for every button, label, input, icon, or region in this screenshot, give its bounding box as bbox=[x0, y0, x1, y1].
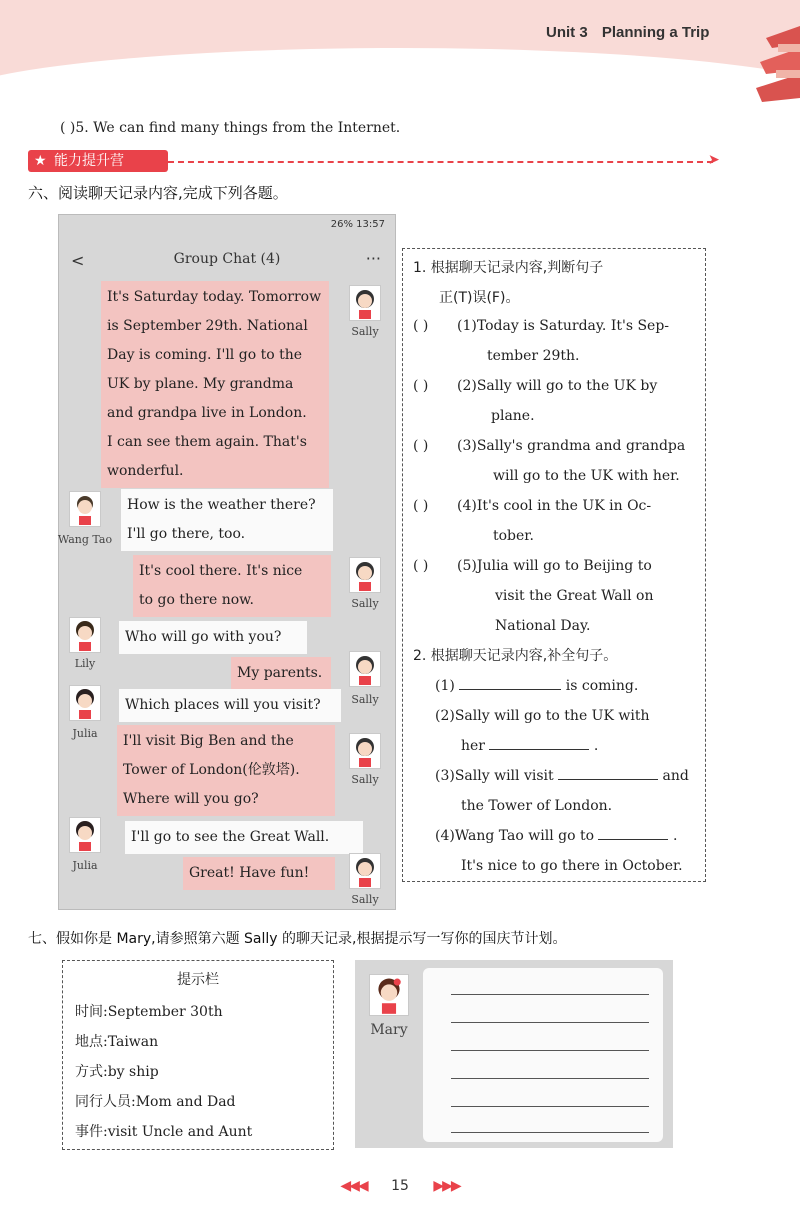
section-banner-label: 能力提升营 bbox=[54, 153, 124, 169]
question-5-line: ( )5. We can find many things from the Internet. bbox=[60, 120, 401, 136]
mary-writing-panel bbox=[355, 960, 673, 1148]
fill-text: (3)Sally will visit bbox=[435, 768, 554, 784]
hint-item: 同行人员:Mom and Dad bbox=[75, 1094, 236, 1110]
writing-bubble bbox=[423, 968, 663, 1142]
avatar-sally bbox=[349, 285, 381, 321]
writing-line[interactable] bbox=[451, 1022, 649, 1023]
phone-chat-screenshot bbox=[58, 214, 396, 910]
tf-item-cont: visit the Great Wall on bbox=[495, 588, 654, 604]
avatar-sally bbox=[349, 557, 381, 593]
chat-line: I'll go there, too. bbox=[127, 526, 246, 542]
fill-4-cont: It's nice to go there in October. bbox=[461, 858, 683, 874]
chat-line: Who will go with you? bbox=[125, 629, 282, 645]
fill-2-cont bbox=[461, 731, 598, 761]
hint-item: 地点:Taiwan bbox=[75, 1034, 159, 1050]
section-banner bbox=[28, 150, 168, 172]
questions-box bbox=[402, 248, 706, 882]
chat-line: It's Saturday today. Tomorrow bbox=[107, 289, 322, 305]
speaker-name: Julia bbox=[72, 727, 98, 740]
chat-line: UK by plane. My grandma bbox=[107, 376, 294, 392]
chat-line: I can see them again. That's bbox=[107, 434, 307, 450]
tf-item: (1)Today is Saturday. It's Sep- bbox=[457, 318, 670, 334]
avatar-julia bbox=[69, 685, 101, 721]
fill-4 bbox=[435, 821, 677, 851]
q1-heading: 1. 根据聊天记录内容,判断句子 bbox=[413, 260, 604, 276]
q2-heading: 2. 根据聊天记录内容,补全句子。 bbox=[413, 648, 618, 664]
more-icon: ··· bbox=[365, 249, 381, 268]
chat-line: How is the weather there? bbox=[127, 497, 316, 513]
speaker-name: Sally bbox=[351, 773, 379, 786]
speaker-name: Julia bbox=[72, 859, 98, 872]
writing-line[interactable] bbox=[451, 1132, 649, 1133]
chat-line: Tower of London(伦敦塔). bbox=[123, 762, 300, 778]
pagoda-icon bbox=[756, 18, 800, 110]
chat-bubble-sally-5 bbox=[183, 857, 335, 890]
status-bar: 26% 13:57 bbox=[330, 219, 385, 230]
chat-line: I'll visit Big Ben and the bbox=[123, 733, 294, 749]
speaker-name: Sally bbox=[351, 693, 379, 706]
fill-3 bbox=[435, 761, 689, 791]
blank-field[interactable] bbox=[459, 674, 561, 690]
tf-item-cont: plane. bbox=[491, 408, 535, 424]
chat-bubble-julia-2 bbox=[125, 821, 363, 854]
tf-item: (4)It's cool in the UK in Oc- bbox=[457, 498, 652, 514]
chat-bubble-sally-4 bbox=[117, 725, 335, 816]
chat-line: Which places will you visit? bbox=[125, 697, 321, 713]
fill-text: is coming. bbox=[565, 678, 639, 694]
writing-line[interactable] bbox=[451, 994, 649, 995]
tf-paren[interactable]: ( ) bbox=[413, 318, 429, 334]
avatar-wang-tao bbox=[69, 491, 101, 527]
hint-title: 提示栏 bbox=[177, 972, 219, 988]
speaker-name: Sally bbox=[351, 325, 379, 338]
chat-bubble-sally-2 bbox=[133, 555, 331, 617]
speaker-name: Sally bbox=[351, 893, 379, 906]
blank-field[interactable] bbox=[598, 824, 668, 840]
writing-line[interactable] bbox=[451, 1106, 649, 1107]
blank-field[interactable] bbox=[558, 764, 658, 780]
writing-line[interactable] bbox=[451, 1050, 649, 1051]
tf-item: (5)Julia will go to Beijing to bbox=[457, 558, 652, 574]
unit-label: Unit 3 bbox=[546, 24, 588, 41]
back-icon: < bbox=[71, 251, 85, 270]
writing-line[interactable] bbox=[451, 1078, 649, 1079]
page-number: 15 bbox=[391, 1178, 409, 1194]
fill-text: . bbox=[672, 828, 678, 844]
left-arrows-icon: ◀◀◀ bbox=[340, 1178, 367, 1194]
chat-line: Day is coming. I'll go to the bbox=[107, 347, 303, 363]
chat-bubble-sally-1 bbox=[101, 281, 329, 488]
tf-item-cont: tember 29th. bbox=[487, 348, 580, 364]
speaker-name: Lily bbox=[74, 657, 96, 670]
fill-text: and bbox=[662, 768, 689, 784]
fill-2: (2)Sally will go to the UK with bbox=[435, 708, 650, 724]
page-header bbox=[546, 24, 709, 41]
banner-arrow-icon: ➤ bbox=[708, 152, 720, 168]
fill-1 bbox=[435, 671, 638, 701]
chat-line: Great! Have fun! bbox=[189, 865, 310, 881]
chat-line: is September 29th. National bbox=[107, 318, 308, 334]
tf-paren[interactable]: ( ) bbox=[413, 378, 429, 394]
fill-3-cont: the Tower of London. bbox=[461, 798, 613, 814]
avatar-sally bbox=[349, 651, 381, 687]
fill-text: (1) bbox=[435, 678, 455, 694]
chat-line: My parents. bbox=[237, 665, 323, 681]
page-footer bbox=[0, 1178, 800, 1194]
hint-item: 方式:by ship bbox=[75, 1064, 159, 1080]
runner-icon: ★ bbox=[34, 153, 47, 169]
chat-line: wonderful. bbox=[107, 463, 184, 479]
chat-bubble-sally-3 bbox=[231, 657, 331, 690]
chat-line: I'll go to see the Great Wall. bbox=[131, 829, 330, 845]
tf-paren[interactable]: ( ) bbox=[413, 438, 429, 454]
hint-item: 时间:September 30th bbox=[75, 1004, 223, 1020]
fill-text: her bbox=[461, 738, 485, 754]
section-7-heading: 七、假如你是 Mary,请参照第六题 Sally 的聊天记录,根据提示写一写你的国庆节计划。 bbox=[28, 931, 567, 947]
chat-bubble-wang-tao bbox=[121, 489, 333, 551]
section-6-heading: 六、阅读聊天记录内容,完成下列各题。 bbox=[28, 184, 288, 202]
unit-title: Planning a Trip bbox=[601, 24, 710, 41]
speaker-name: Wang Tao bbox=[57, 533, 113, 546]
chat-line: to go there now. bbox=[139, 592, 254, 608]
tf-item-cont: National Day. bbox=[495, 618, 591, 634]
speaker-name: Sally bbox=[351, 597, 379, 610]
chat-bubble-lily bbox=[119, 621, 307, 654]
tf-item-cont: tober. bbox=[493, 528, 534, 544]
right-arrows-icon: ▶▶▶ bbox=[433, 1178, 460, 1194]
chat-line: and grandpa live in London. bbox=[107, 405, 307, 421]
chat-bubble-julia-1 bbox=[119, 689, 341, 722]
tf-item-cont: will go to the UK with her. bbox=[493, 468, 680, 484]
tf-paren[interactable]: ( ) bbox=[413, 498, 429, 514]
avatar-lily bbox=[69, 617, 101, 653]
chat-title: Group Chat (4) bbox=[173, 251, 281, 267]
hint-item: 事件:visit Uncle and Aunt bbox=[75, 1124, 253, 1140]
fill-text: . bbox=[593, 738, 599, 754]
hint-box bbox=[62, 960, 334, 1150]
tf-item: (3)Sally's grandma and grandpa bbox=[457, 438, 686, 454]
avatar-julia bbox=[69, 817, 101, 853]
fill-text: (4)Wang Tao will go to bbox=[435, 828, 595, 844]
blank-field[interactable] bbox=[489, 734, 589, 750]
chat-line: Where will you go? bbox=[123, 791, 259, 807]
avatar-sally bbox=[349, 733, 381, 769]
chat-line: It's cool there. It's nice bbox=[139, 563, 303, 579]
mary-name: Mary bbox=[370, 1022, 408, 1038]
q1-heading-cont: 正(T)误(F)。 bbox=[439, 290, 520, 306]
avatar-mary bbox=[369, 974, 409, 1016]
avatar-sally bbox=[349, 853, 381, 889]
banner-dashed-line bbox=[168, 161, 713, 163]
tf-item: (2)Sally will go to the UK by bbox=[457, 378, 658, 394]
tf-paren[interactable]: ( ) bbox=[413, 558, 429, 574]
